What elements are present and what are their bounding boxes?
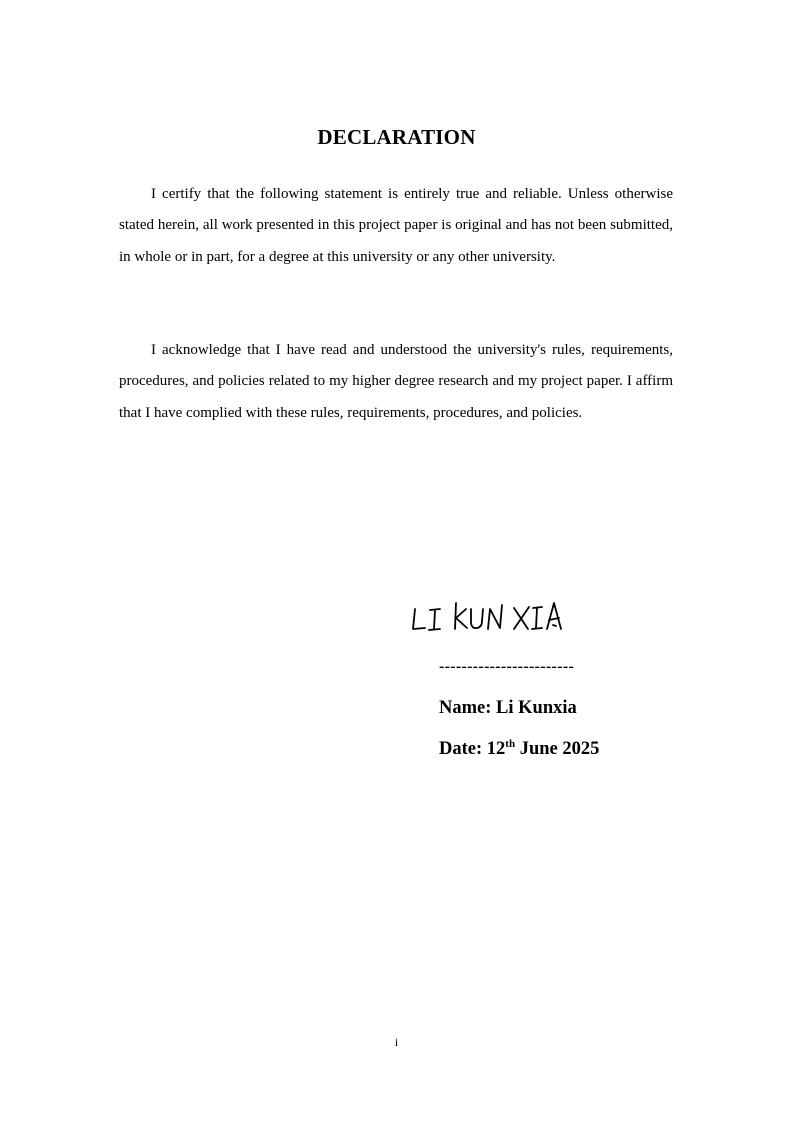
- date-day: 12: [486, 739, 506, 759]
- signatory-name: [439, 698, 577, 719]
- declaration-paragraph-2: I acknowledge that I have read and understood the university's rules, requirements, procedures, and policies related to my higher degree research and my project paper. I affirm that I have complied with these rules, requirements, procedures, and policies.: [119, 342, 673, 421]
- declaration-paragraph-1: I certify that the following statement is entirely true and reliable. Unless otherwise stated herein, all work presented in this project paper is original and has not been submitted, in whole or in part, for a degree at this university or any other university.: [119, 186, 673, 265]
- signature-line: ------------------------: [439, 658, 575, 675]
- handwritten-signature: [410, 596, 570, 636]
- signature-date: [439, 739, 599, 760]
- page-number: i: [394, 1035, 399, 1049]
- date-month-year: June 2025: [519, 739, 600, 759]
- date-ordinal-suffix: th: [505, 738, 516, 750]
- page-title: DECLARATION: [317, 125, 476, 149]
- name-value: Li Kunxia: [496, 698, 577, 718]
- date-label: Date:: [439, 739, 483, 759]
- name-label: Name:: [439, 698, 492, 718]
